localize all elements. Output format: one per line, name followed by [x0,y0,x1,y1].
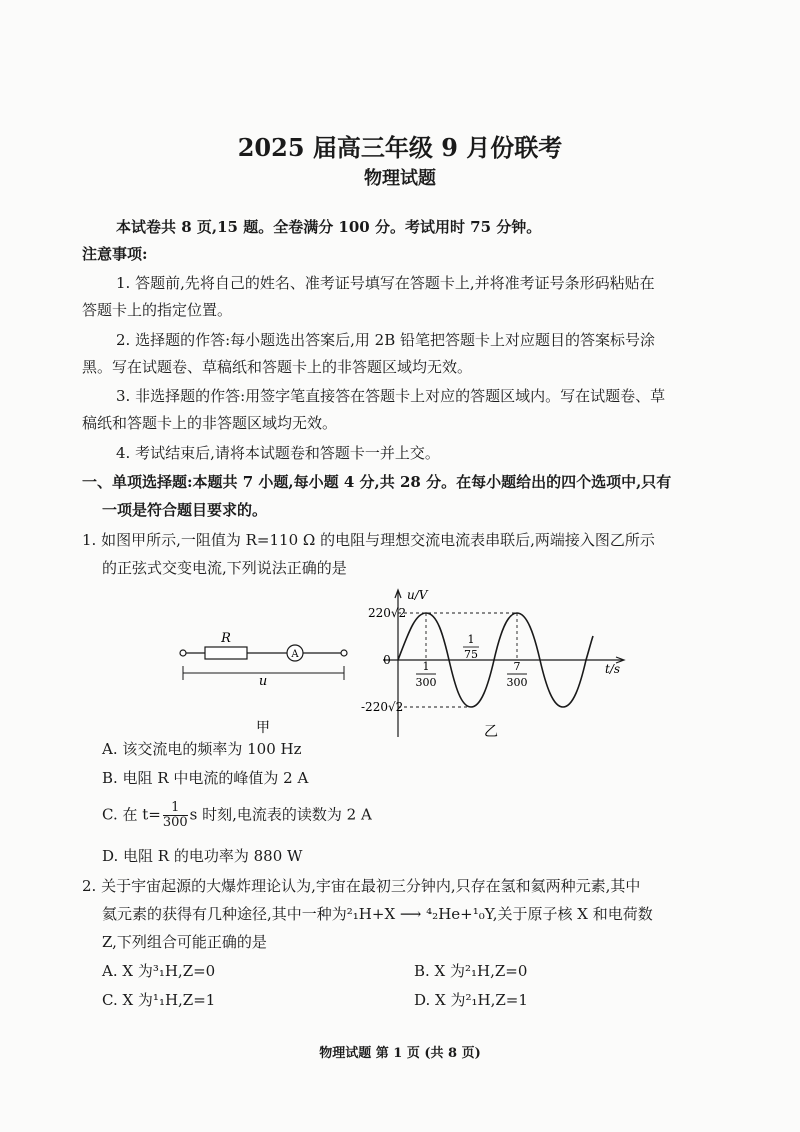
q1-stem-line1: 1. 如图甲所示,一阻值为 R=110 Ω 的电阻与理想交流电流表串联后,两端接入图乙所示 [82,531,655,549]
q1-option-d: D. 电阻 R 的电功率为 880 W [102,847,303,865]
q1-option-b: B. 电阻 R 中电流的峰值为 2 A [102,769,309,787]
q1-option-c [102,801,372,830]
xtick-2-num: 1 [467,633,475,646]
q1-stem-line2: 的正弦式交变电流,下列说法正确的是 [102,559,347,577]
q2-stem-line2: 氦元素的获得有几种途径,其中一种为²₁H+X ⟶ ⁴₂He+¹₀Y,关于原子核 X 和电荷数 [102,905,653,923]
page-subtitle: 物理试题 [364,168,436,189]
ammeter-label: A [291,649,299,660]
voltage-graph [355,582,640,747]
ytick-zero: 0 [383,653,391,667]
y-axis-label: u/V [407,588,428,602]
q2-stem-line1: 2. 关于宇宙起源的大爆炸理论认为,宇宙在最初三分钟内,只存在氢和氦两种元素,其中 [82,877,641,895]
x-axis-label: t/s [605,662,621,676]
q1-option-c-numerator: 1 [163,801,188,816]
q1-option-c-denominator: 300 [162,815,188,830]
page-footer: 物理试题 第 1 页 (共 8 页) [319,1046,481,1061]
notice-item-2-line1: 2. 选择题的作答:每小题选出答案后,用 2B 铅笔把答题卡上对应题目的答案标号涂 [116,331,656,349]
q1-option-a: A. 该交流电的频率为 100 Hz [102,740,302,758]
notice-item-1-line2: 答题卡上的指定位置。 [82,301,233,319]
q1-option-c-suffix: s 时刻,电流表的读数为 2 A [189,805,372,824]
notice-item-3-line2: 稿纸和答题卡上的非答题区域均无效。 [82,414,338,432]
q2-option-c: C. X 为¹₁H,Z=1 [102,991,216,1009]
notice-item-3-line1: 3. 非选择题的作答:用签字笔直接答在答题卡上对应的答题区域内。写在试题卷、草 [116,387,666,405]
q2-option-a: A. X 为³₁H,Z=0 [102,962,216,980]
section1-heading-line1: 一、单项选择题:本题共 7 小题,每小题 4 分,共 28 分。在每小题给出的四个选项中,只有 [82,473,672,491]
q1-option-c-fraction [163,801,188,830]
voltage-label: u [258,674,268,689]
notice-item-1-line1: 1. 答题前,先将自己的姓名、准考证号填写在答题卡上,并将准考证号条形码粘贴在 [116,274,655,292]
ytick-bottom: -220√2 [361,700,404,714]
figure-caption-jia: 甲 [256,720,270,736]
q2-stem-line3: Z,下列组合可能正确的是 [102,933,267,951]
q2-option-b: B. X 为²₁H,Z=0 [414,962,528,980]
section1-heading-line2: 一项是符合题目要求的。 [102,501,268,519]
circuit-diagram [170,628,360,738]
xtick-3-den: 300 [506,676,528,689]
xtick-3-num: 7 [513,660,521,673]
xtick-2-den: 75 [464,648,478,661]
q1-option-c-prefix: C. 在 t= [102,805,161,824]
resistor-label: R [221,631,231,646]
resistor-symbol [205,647,247,659]
intro-text: 本试卷共 8 页,15 题。全卷满分 100 分。考试用时 75 分钟。 [116,218,542,236]
page-title: 2025 届高三年级 9 月份联考 [237,133,563,162]
xtick-1-den: 300 [415,676,437,689]
notice-item-2-line2: 黑。写在试题卷、草稿纸和答题卡上的非答题区域均无效。 [82,358,473,376]
notice-item-4: 4. 考试结束后,请将本试题卷和答题卡一并上交。 [116,444,440,462]
ytick-top: 220√2 [368,606,407,620]
notice-heading: 注意事项: [82,245,148,263]
q2-option-d: D. X 为²₁H,Z=1 [414,991,528,1009]
xtick-1-num: 1 [422,660,430,673]
figure-caption-yi: 乙 [484,724,498,740]
